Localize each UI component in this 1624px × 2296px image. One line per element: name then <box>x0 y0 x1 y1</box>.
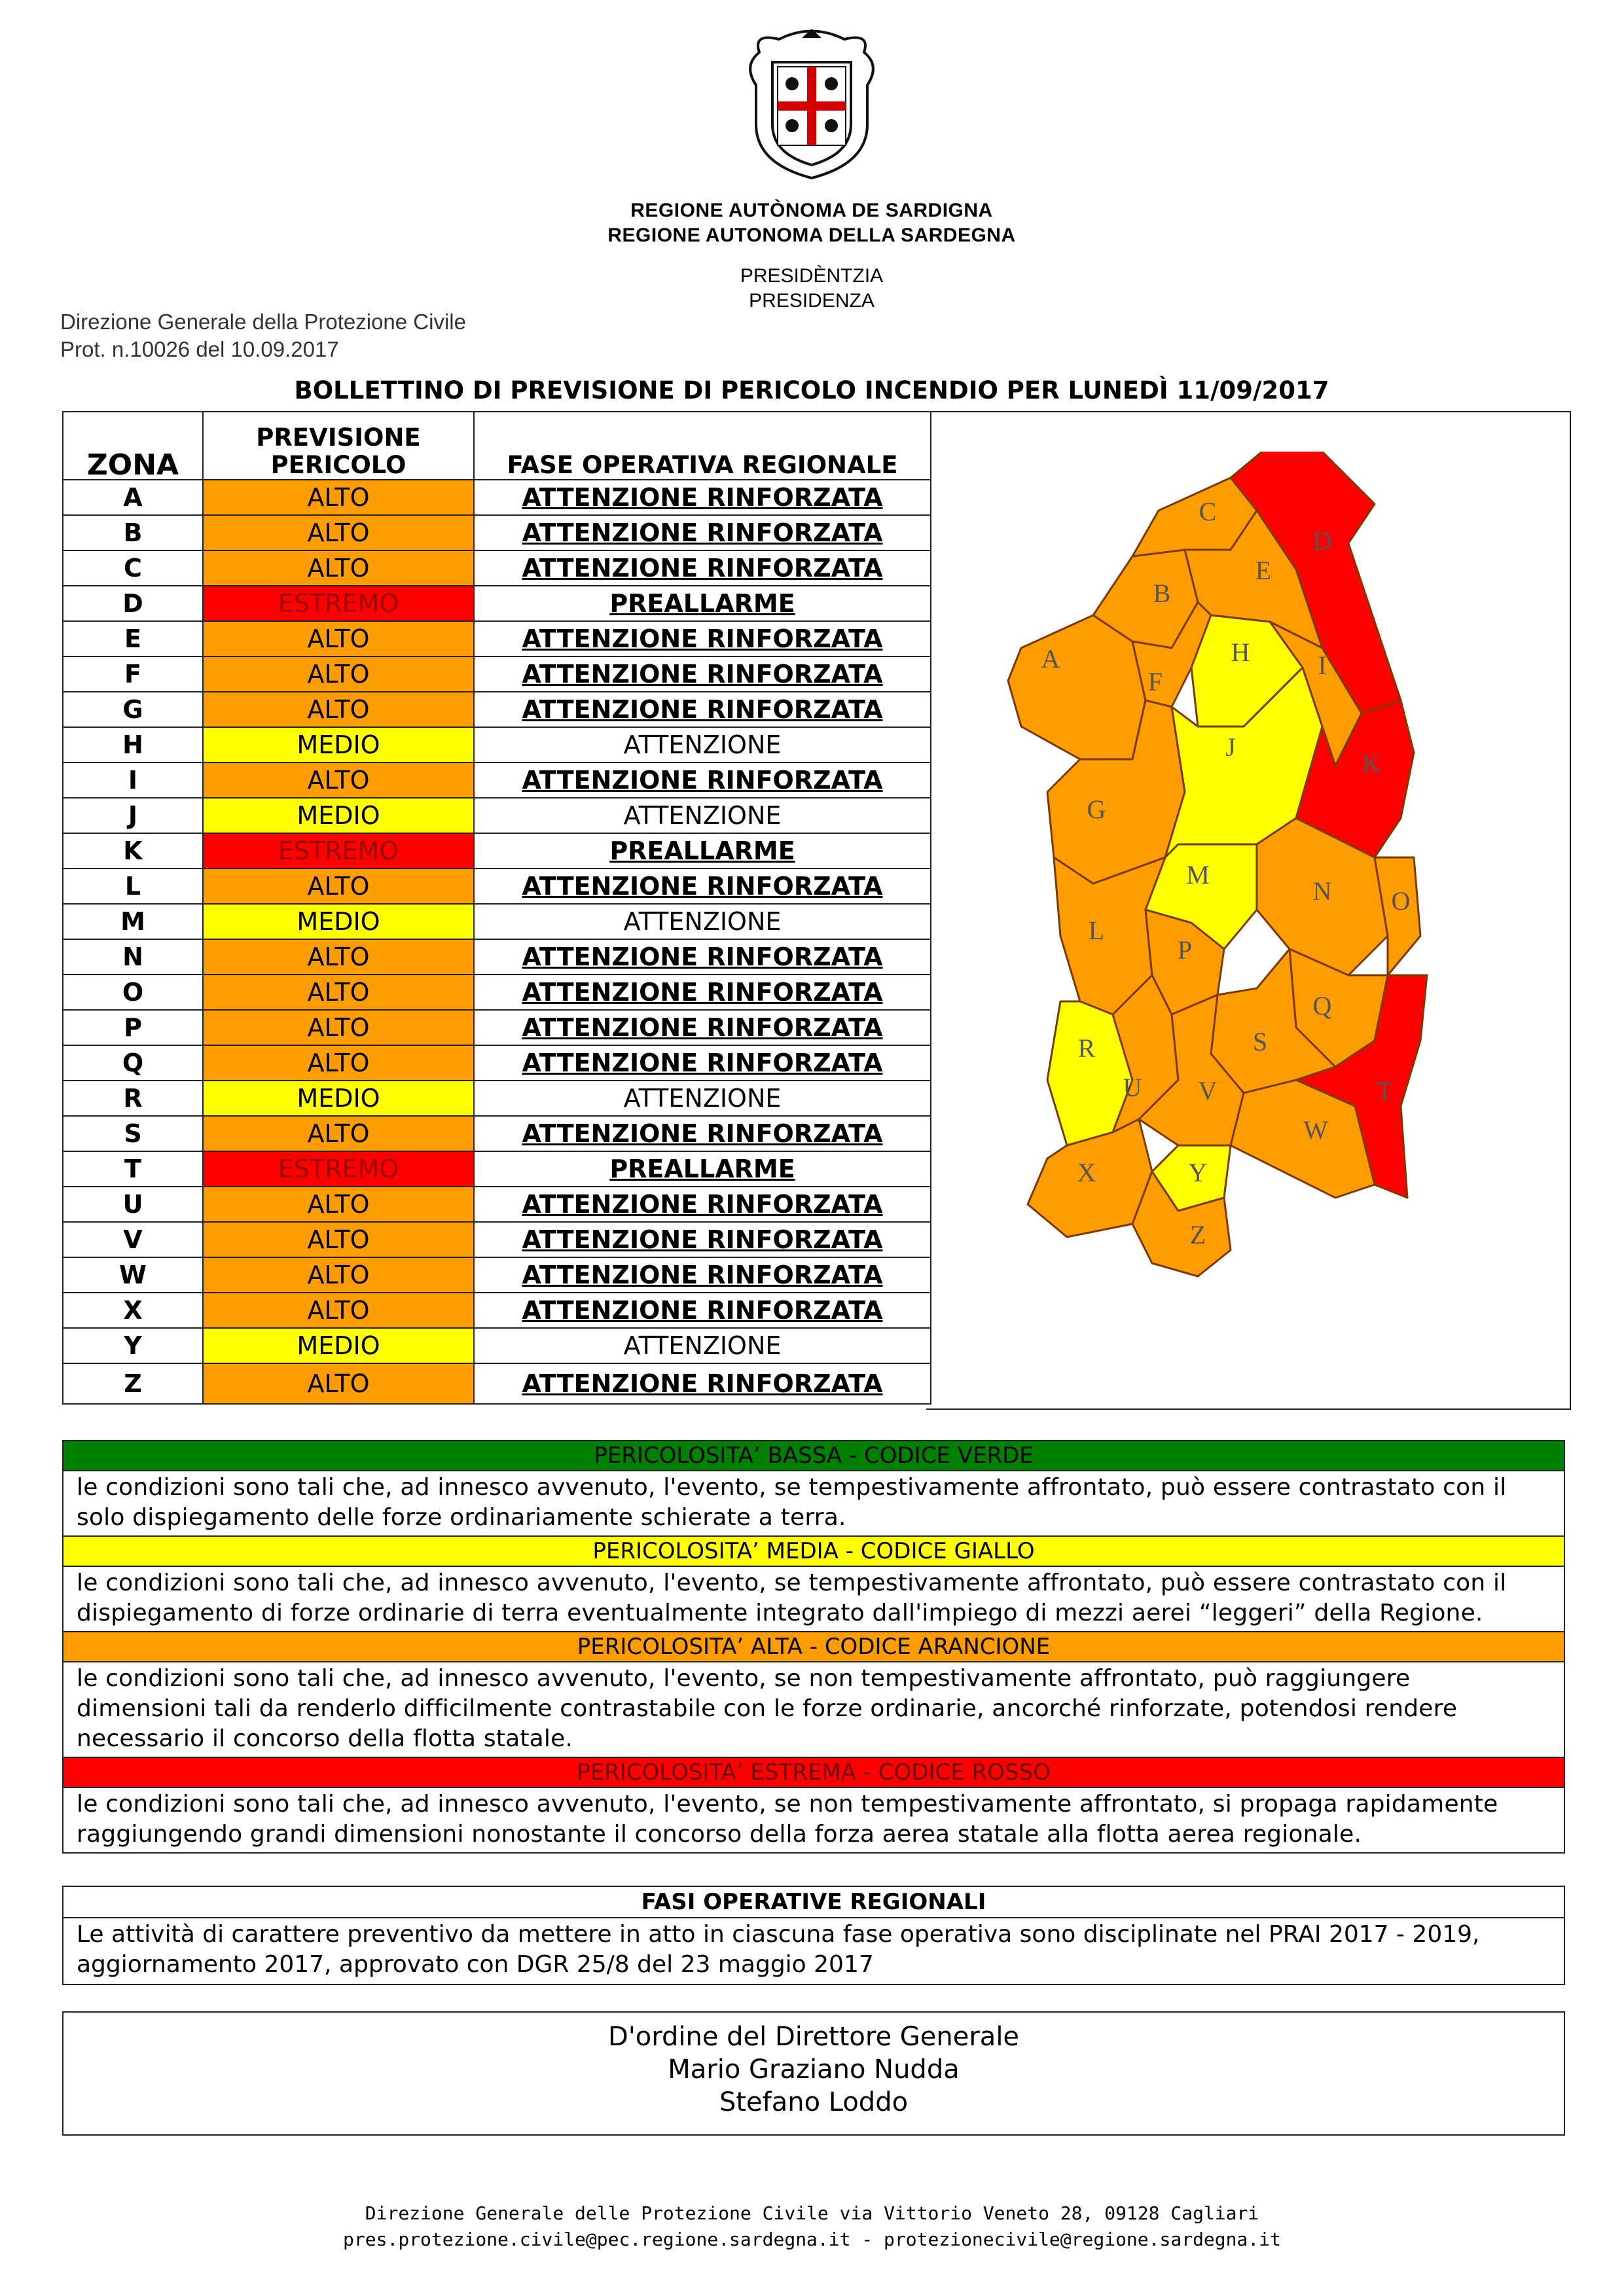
zone-row <box>63 975 931 1010</box>
legend-red-text <box>63 1788 1564 1852</box>
operational-phases-text <box>63 1918 1564 1984</box>
legend-orange-line: le condizioni sono tali che, ad innesco avvenuto, l'evento, se non tempestivamente affrontato, può raggiungere <box>77 1665 1411 1692</box>
operational-phase <box>474 1257 931 1293</box>
operational-phase-text: ATTENZIONE RINFORZATA <box>522 872 883 901</box>
operational-phase <box>474 515 931 550</box>
footer-address: Direzione Generale delle Protezione Civile via Vittorio Veneto 28, 09128 Cagliari <box>365 2202 1259 2224</box>
operational-phase-text: ATTENZIONE RINFORZATA <box>522 1261 883 1289</box>
hazard-level: ESTREMO <box>203 833 474 869</box>
operational-phase-text: ATTENZIONE RINFORZATA <box>522 695 883 724</box>
map-zone-label: C <box>1199 497 1217 526</box>
map-zone-label: B <box>1153 579 1171 608</box>
col-header-previsione-line1: PREVISIONE <box>256 423 421 452</box>
region-coat-of-arms-logo <box>740 26 884 183</box>
operational-phase-text: ATTENZIONE RINFORZATA <box>522 1369 883 1398</box>
col-header-zona: ZONA <box>63 412 203 480</box>
map-zone-label: I <box>1318 651 1327 680</box>
map-zone-label: T <box>1376 1076 1393 1105</box>
zone-code: I <box>63 762 203 798</box>
office-name-sardinian: PRESIDÈNTZIA <box>740 265 884 287</box>
operational-phase-text: ATTENZIONE RINFORZATA <box>522 1296 883 1325</box>
zone-row <box>63 692 931 727</box>
zone-row <box>63 515 931 550</box>
operational-phase <box>474 621 931 656</box>
map-zone-label: H <box>1231 637 1250 667</box>
protocol-number: Prot. n.10026 del 10.09.2017 <box>60 337 339 361</box>
zone-row <box>63 1222 931 1257</box>
zone-row <box>63 1257 931 1293</box>
map-zone-label: K <box>1362 749 1381 778</box>
zone-code: O <box>63 975 203 1010</box>
zone-code: D <box>63 586 203 621</box>
map-zone-label: Y <box>1188 1158 1208 1187</box>
zone-row <box>63 1151 931 1187</box>
operational-phase-text: ATTENZIONE RINFORZATA <box>522 766 883 795</box>
map-zone-label: Q <box>1312 991 1332 1020</box>
hazard-level: MEDIO <box>203 798 474 833</box>
operational-phase-text: ATTENZIONE RINFORZATA <box>522 518 883 547</box>
hazard-level: ALTO <box>203 480 474 515</box>
map-zone-label: P <box>1177 935 1193 965</box>
zone-row <box>63 1116 931 1151</box>
operational-phase-text: ATTENZIONE <box>623 801 782 830</box>
operational-phase-text: ATTENZIONE RINFORZATA <box>522 1225 883 1254</box>
operational-phase <box>474 1010 931 1045</box>
zone-row <box>63 1363 931 1404</box>
operational-phase-text: ATTENZIONE RINFORZATA <box>522 624 883 653</box>
operational-phases-title: FASI OPERATIVE REGIONALI <box>63 1887 1564 1918</box>
zone-code: E <box>63 621 203 656</box>
hazard-level: ALTO <box>203 1257 474 1293</box>
legend-green-line: le condizioni sono tali che, ad innesco avvenuto, l'evento, se tempestivamente affrontato, può essere contrastato con il <box>77 1474 1507 1501</box>
operational-phase <box>474 586 931 621</box>
map-zone-label: L <box>1088 916 1105 945</box>
map-zone-label: E <box>1255 556 1272 585</box>
legend-yellow-line: dispiegamento di forze ordinarie di terra eventualmente integrato dall'impiego di mezzi aerei “leggeri” della Regione. <box>77 1600 1483 1626</box>
legend-red-line: le condizioni sono tali che, ad innesco avvenuto, l'evento, se non tempestivamente affrontato, si propaga rapidamente <box>77 1791 1498 1818</box>
hazard-level: ALTO <box>203 1010 474 1045</box>
map-zone-label: J <box>1225 732 1236 762</box>
hazard-level: ALTO <box>203 869 474 904</box>
sardinia-zone-map <box>982 452 1506 1407</box>
operational-phase-text: ATTENZIONE RINFORZATA <box>522 1013 883 1042</box>
map-zone-label: Z <box>1189 1220 1206 1249</box>
zone-code: M <box>63 904 203 939</box>
map-zone-label: D <box>1312 526 1332 556</box>
zone-row <box>63 727 931 762</box>
operational-phase-text: ATTENZIONE RINFORZATA <box>522 554 883 583</box>
operational-phase-text: ATTENZIONE RINFORZATA <box>522 942 883 971</box>
operational-phase-text: PREALLARME <box>609 1155 795 1183</box>
operational-phases-box <box>62 1886 1565 1985</box>
bulletin-title: BOLLETTINO DI PREVISIONE DI PERICOLO INCENDIO PER LUNEDÌ 11/09/2017 <box>294 376 1329 404</box>
map-zone-label: O <box>1391 886 1411 916</box>
zone-row <box>63 798 931 833</box>
signature-box <box>62 2011 1565 2136</box>
legend-orange-line: dimensioni tali da renderlo difficilmente contrastabile con le forze ordinarie, ancorché rinforzate, potendosi rendere <box>77 1695 1458 1722</box>
zone-forecast-table <box>62 411 931 1405</box>
map-zone-label: V <box>1198 1076 1218 1105</box>
legend-orange-text <box>63 1662 1564 1758</box>
hazard-level: ALTO <box>203 1116 474 1151</box>
operational-phase <box>474 1328 931 1363</box>
operational-phases-line: aggiornamento 2017, approvato con DGR 25/8 del 23 maggio 2017 <box>77 1951 874 1978</box>
map-zone-label: M <box>1186 860 1210 889</box>
zone-code: N <box>63 939 203 975</box>
operational-phase-text: PREALLARME <box>609 836 795 865</box>
hazard-level: ALTO <box>203 621 474 656</box>
col-header-previsione <box>203 412 474 480</box>
legend-orange-title: PERICOLOSITA’ ALTA - CODICE ARANCIONE <box>63 1632 1564 1662</box>
zone-row <box>63 762 931 798</box>
operational-phase-text: ATTENZIONE RINFORZATA <box>522 1119 883 1148</box>
zone-rows <box>63 480 931 1404</box>
map-zone-label: A <box>1041 644 1060 673</box>
zone-code: W <box>63 1257 203 1293</box>
operational-phase <box>474 480 931 515</box>
legend-green-line: solo dispiegamento delle forze ordinariamente schierate a terra. <box>77 1504 846 1531</box>
operational-phase <box>474 939 931 975</box>
zone-code: H <box>63 727 203 762</box>
zone-row <box>63 833 931 869</box>
hazard-level: ALTO <box>203 1045 474 1081</box>
operational-phase <box>474 692 931 727</box>
zone-code: B <box>63 515 203 550</box>
operational-phase <box>474 1363 931 1404</box>
col-header-fase: FASE OPERATIVA REGIONALE <box>474 412 931 480</box>
map-zone-label: X <box>1077 1158 1096 1187</box>
zone-code: T <box>63 1151 203 1187</box>
legend-yellow-line: le condizioni sono tali che, ad innesco avvenuto, l'evento, se tempestivamente affrontato, può essere contrastato con il <box>77 1570 1507 1596</box>
zone-code: G <box>63 692 203 727</box>
operational-phase-text: ATTENZIONE <box>623 730 782 759</box>
operational-phase-text: ATTENZIONE <box>623 907 782 936</box>
hazard-legend <box>62 1440 1565 1854</box>
legend-yellow-title: PERICOLOSITA’ MEDIA - CODICE GIALLO <box>63 1537 1564 1567</box>
zone-code: C <box>63 550 203 586</box>
hazard-level: ALTO <box>203 656 474 692</box>
zone-row <box>63 1045 931 1081</box>
legend-red-line: raggiungendo grandi dimensioni nonostante il concorso della forza aerea statale alla flotta aerea regionale. <box>77 1821 1362 1848</box>
operational-phase <box>474 904 931 939</box>
operational-phase <box>474 1187 931 1222</box>
region-name-italian: REGIONE AUTONOMA DELLA SARDEGNA <box>607 224 1016 246</box>
signature-signer-name: Stefano Loddo <box>719 2087 909 2117</box>
legend-red-title: PERICOLOSITA’ ESTREMA - CODICE ROSSO <box>63 1758 1564 1788</box>
signature-director-name: Mario Graziano Nudda <box>668 2054 960 2085</box>
zone-row <box>63 1010 931 1045</box>
hazard-level: ALTO <box>203 1187 474 1222</box>
zone-row <box>63 1293 931 1328</box>
zone-row <box>63 1328 931 1363</box>
hazard-level: MEDIO <box>203 1328 474 1363</box>
map-zone-label: F <box>1147 667 1163 696</box>
map-zone-label: U <box>1123 1073 1142 1102</box>
operational-phase <box>474 762 931 798</box>
hazard-level: ALTO <box>203 550 474 586</box>
hazard-level: ALTO <box>203 939 474 975</box>
operational-phase-text: ATTENZIONE RINFORZATA <box>522 660 883 689</box>
hazard-level: MEDIO <box>203 1081 474 1116</box>
zone-row <box>63 939 931 975</box>
hazard-level: ESTREMO <box>203 586 474 621</box>
hazard-level: ESTREMO <box>203 1151 474 1187</box>
legend-green-text <box>63 1471 1564 1537</box>
zone-code: X <box>63 1293 203 1328</box>
col-header-previsione-line2: PERICOLO <box>270 451 406 479</box>
hazard-level: ALTO <box>203 515 474 550</box>
map-zone-label: S <box>1252 1027 1268 1056</box>
operational-phase-text: ATTENZIONE <box>623 1084 782 1113</box>
zone-code: J <box>63 798 203 833</box>
operational-phase <box>474 1293 931 1328</box>
legend-yellow-text <box>63 1567 1564 1632</box>
operational-phase <box>474 1151 931 1187</box>
zone-code: P <box>63 1010 203 1045</box>
hazard-level: ALTO <box>203 975 474 1010</box>
operational-phase <box>474 975 931 1010</box>
map-zone-label: G <box>1087 795 1106 824</box>
operational-phase <box>474 656 931 692</box>
zone-row <box>63 656 931 692</box>
hazard-level: ALTO <box>203 1222 474 1257</box>
zone-code: Q <box>63 1045 203 1081</box>
legend-green-title: PERICOLOSITA’ BASSA - CODICE VERDE <box>63 1441 1564 1471</box>
operational-phase <box>474 1081 931 1116</box>
signature-order-line: D'ordine del Direttore Generale <box>607 2022 1020 2052</box>
operational-phase <box>474 1045 931 1081</box>
footer-emails: pres.protezione.civile@pec.regione.sardegna.it - protezionecivile@regione.sardegna.it <box>343 2229 1281 2250</box>
directorate-name: Direzione Generale della Protezione Civile <box>60 310 466 334</box>
zone-code: L <box>63 869 203 904</box>
operational-phase-text: ATTENZIONE <box>623 1331 782 1360</box>
operational-phase <box>474 1222 931 1257</box>
region-name-sardinian: REGIONE AUTÒNOMA DE SARDIGNA <box>630 200 993 221</box>
zone-row <box>63 1187 931 1222</box>
zone-code: V <box>63 1222 203 1257</box>
zone-code: F <box>63 656 203 692</box>
hazard-level: ALTO <box>203 762 474 798</box>
hazard-level: ALTO <box>203 1363 474 1404</box>
zone-code: A <box>63 480 203 515</box>
hazard-level: MEDIO <box>203 727 474 762</box>
operational-phase <box>474 798 931 833</box>
zone-code: U <box>63 1187 203 1222</box>
zone-row <box>63 904 931 939</box>
legend-orange-line: necessario il concorso della flotta statale. <box>77 1725 573 1752</box>
office-name-italian: PRESIDENZA <box>749 290 875 312</box>
zone-row <box>63 621 931 656</box>
map-zone-label: N <box>1312 876 1332 906</box>
zone-row <box>63 586 931 621</box>
map-zone-label: R <box>1077 1033 1096 1063</box>
zone-row <box>63 550 931 586</box>
hazard-level: MEDIO <box>203 904 474 939</box>
zone-code: Z <box>63 1363 203 1404</box>
operational-phase <box>474 550 931 586</box>
zone-code: K <box>63 833 203 869</box>
operational-phases-line: Le attività di carattere preventivo da mettere in atto in ciascuna fase operativa sono disciplinate nel PRAI 2017 - 2019, <box>77 1921 1480 1948</box>
map-zone-label: W <box>1303 1115 1328 1145</box>
operational-phase <box>474 833 931 869</box>
operational-phase <box>474 727 931 762</box>
operational-phase-text: ATTENZIONE RINFORZATA <box>522 978 883 1007</box>
operational-phase <box>474 1116 931 1151</box>
zone-code: S <box>63 1116 203 1151</box>
operational-phase-text: PREALLARME <box>609 589 795 618</box>
zone-code: R <box>63 1081 203 1116</box>
hazard-level: ALTO <box>203 1293 474 1328</box>
operational-phase-text: ATTENZIONE RINFORZATA <box>522 1190 883 1219</box>
zone-row <box>63 1081 931 1116</box>
zone-row <box>63 480 931 515</box>
operational-phase-text: ATTENZIONE RINFORZATA <box>522 483 883 512</box>
operational-phase <box>474 869 931 904</box>
zone-code: Y <box>63 1328 203 1363</box>
operational-phase-text: ATTENZIONE RINFORZATA <box>522 1049 883 1077</box>
zone-row <box>63 869 931 904</box>
hazard-level: ALTO <box>203 692 474 727</box>
